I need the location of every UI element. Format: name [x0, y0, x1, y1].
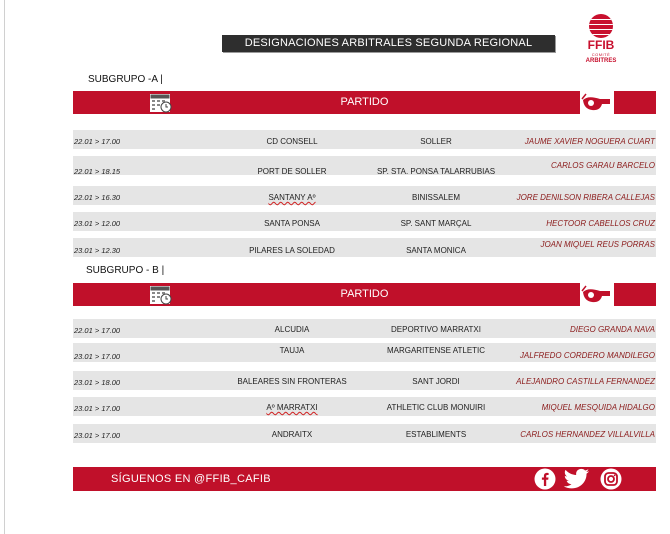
away-team: MARGARITENSE ATLETIC [386, 346, 486, 355]
referee-name: CARLOS GARAU BARCELO [550, 161, 655, 170]
referee-name: JALFREDO CORDERO MANDILEGO [519, 351, 655, 360]
logo-ball-icon [589, 14, 613, 38]
instagram-icon[interactable] [600, 468, 622, 490]
away-team: SOLLER [420, 137, 452, 146]
away-team: SP. SANT MARÇAL [400, 219, 472, 228]
home-team: CD CONSELL [266, 137, 318, 146]
referee-name: MIQUEL MESQUIDA HIDALGO [541, 403, 655, 412]
away-team: SANTA MONICA [406, 246, 466, 255]
footer-text: SÍGUENOS EN @FFIB_CAFIB [111, 473, 271, 485]
whistle-icon-box [580, 283, 614, 306]
match-date: 22.01 > 18.15 [74, 167, 121, 176]
match-date: 23.01 > 17.00 [74, 352, 121, 361]
referee-name: JORE DENILSON RIBERA CALLEJAS [516, 193, 655, 202]
match-date: 23.01 > 12.30 [74, 246, 121, 255]
table-row [73, 319, 656, 338]
away-team: BINISSALEM [411, 193, 460, 202]
whistle-icon-box [580, 91, 614, 114]
logo-line2: ARBITRES [585, 58, 617, 64]
referee-name: JAUME XAVIER NOGUERA CUART [524, 137, 655, 146]
referee-name: HECTOOR CABELLOS CRUZ [546, 219, 655, 228]
match-date: 23.01 > 12.00 [74, 219, 121, 228]
table-row [73, 424, 656, 443]
match-date: 23.01 > 18.00 [74, 378, 121, 387]
whistle-icon [580, 91, 614, 114]
table-row [73, 397, 656, 416]
twitter-icon[interactable] [563, 468, 591, 490]
away-team: SP. STA. PONSA TALARRUBIAS [376, 167, 496, 176]
table-row [73, 186, 656, 205]
table-row [73, 130, 656, 149]
home-team: PORT DE SOLLER [257, 167, 327, 176]
page-margin-line [4, 0, 5, 534]
home-team: Aº MARRATXI [266, 403, 318, 412]
group-a-header [73, 91, 656, 114]
ffib-logo [581, 14, 621, 66]
away-team: ESTABLIMENTS [405, 430, 467, 439]
home-team: BALEARES SIN FRONTERAS [237, 377, 347, 386]
match-date: 22.01 > 17.00 [74, 326, 121, 335]
home-team: ALCUDIA [274, 325, 310, 334]
logo-brand: FFIB [587, 38, 615, 52]
home-team: SANTA PONSA [264, 219, 320, 228]
referee-name: CARLOS HERNANDEZ VILLALVILLA [520, 430, 655, 439]
table-row [73, 156, 656, 175]
match-date: 22.01 > 16.30 [74, 193, 121, 202]
home-team: ANDRAITX [271, 430, 313, 439]
match-date: 23.01 > 17.00 [74, 404, 121, 413]
referee-name: ALEJANDRO CASTILLA FERNANDEZ [516, 377, 655, 386]
table-row [73, 343, 656, 362]
home-team: TAUJA [279, 346, 305, 355]
logo-line1: COMITÈ [591, 52, 611, 57]
away-team: SANT JORDI [412, 377, 460, 386]
away-team: ATHLETIC CLUB MONUIRI [386, 403, 486, 412]
group-b-header [73, 283, 656, 306]
facebook-icon[interactable] [534, 468, 556, 490]
social-footer [73, 467, 656, 491]
subgroup-b-label: SUBGRUPO - B | [86, 265, 165, 276]
group-a-header-label: PARTIDO [340, 96, 389, 108]
referee-name: JOAN MIQUEL REUS PORRAS [540, 240, 655, 249]
match-date: 22.01 > 17.00 [74, 137, 121, 146]
match-date: 23.01 > 17.00 [74, 431, 121, 440]
group-b-header-label: PARTIDO [340, 288, 389, 300]
table-row [73, 371, 656, 390]
subgroup-a-label: SUBGRUPO -A | [88, 74, 163, 85]
home-team: SANTANY Aº [268, 193, 316, 202]
away-team: DEPORTIVO MARRATXI [391, 325, 481, 334]
home-team: PILARES LA SOLEDAD [249, 246, 335, 255]
table-row [73, 212, 656, 231]
table-row [73, 238, 656, 257]
whistle-icon [580, 283, 614, 306]
referee-name: DIEGO GRANDA NAVA [569, 325, 655, 334]
page-title: DESIGNACIONES ARBITRALES SEGUNDA REGIONAL [222, 35, 555, 52]
